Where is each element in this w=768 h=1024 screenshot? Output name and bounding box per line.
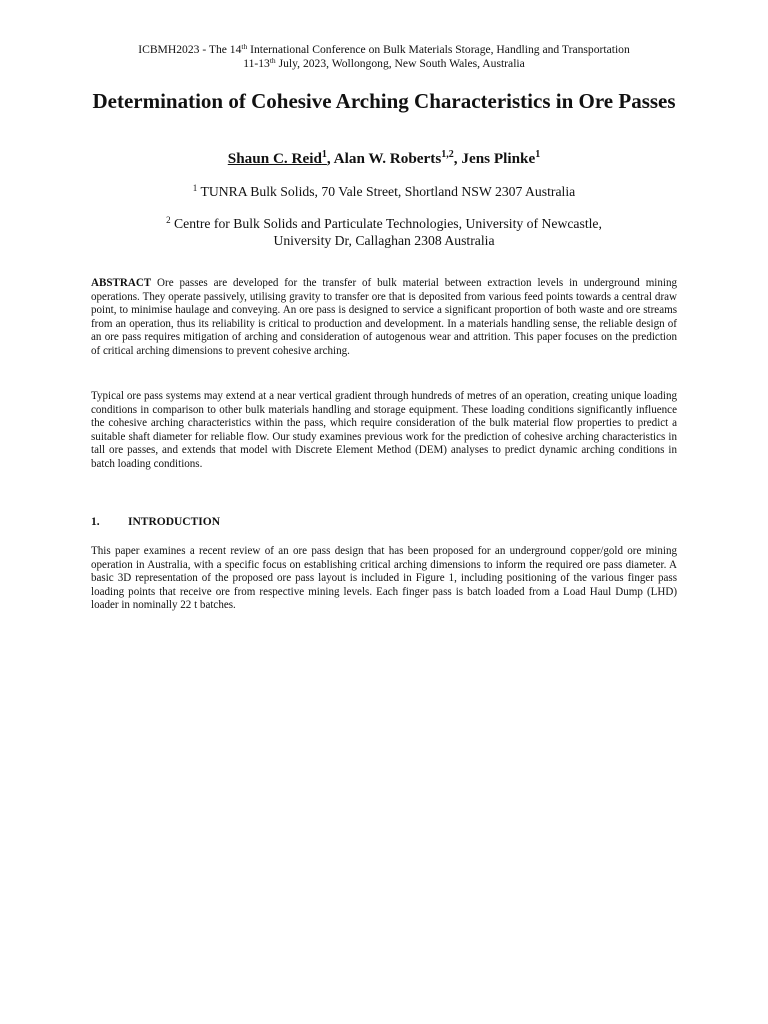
author-2-affil: 1,2 [441, 149, 454, 160]
introduction-paragraph: This paper examines a recent review of an ore pass design that has been proposed for an underground copper/gold ore mining operation in Australia, with a specific focus on establishing critical arching dimensions to inform the required ore pass diameter. A basic 3D representation of the proposed ore pass layout is included in Figure 1, including positioning of the various finger pass loading points that receive ore from respective mining levels. Each finger pass is batch loaded from a Load Haul Dump (LHD) loader in nominally 22 t batches. [91, 545, 677, 611]
header-line-2-pre: 11-13 [243, 57, 270, 70]
author-1-affil: 1 [321, 149, 327, 160]
author-2-name: , Alan W. Roberts [326, 150, 442, 167]
section-heading-introduction [91, 515, 220, 529]
affiliation-2-text-1: Centre for Bulk Solids and Particulate Technologies, University of Newcastle, [170, 216, 602, 231]
abstract-label: ABSTRACT [91, 277, 152, 289]
abstract-paragraph [91, 277, 677, 358]
header-line-1-sup: th [241, 42, 248, 51]
header-line-2 [0, 57, 768, 71]
author-3-affil: 1 [535, 149, 541, 160]
author-list [0, 150, 768, 168]
conference-header [0, 43, 768, 71]
section-number: 1. [91, 516, 100, 528]
header-line-1-post: International Conference on Bulk Materials Storage, Handling and Transportation [247, 43, 630, 56]
affiliation-2 [0, 215, 768, 249]
affiliation-1-number: 1 [192, 183, 198, 193]
author-3-name: , Jens Plinke [453, 150, 536, 167]
section-title: INTRODUCTION [128, 516, 221, 528]
abstract-paragraph-2: Typical ore pass systems may extend at a near vertical gradient through hundreds of metres of an operation, creating unique loading conditions in comparison to other bulk materials handling and storage equipment. These loading conditions significantly influence the cohesive arching characteristics within the pass, which require consideration of the bulk material flow properties to predict a suitable shaft diameter for reliable flow. Our study examines previous work for the prediction of cohesive arching characteristics in tall ore passes, and extends that model with Discrete Element Method (DEM) analyses to predict dynamic arching conditions in batch loading conditions. [91, 390, 677, 470]
header-line-1-pre: ICBMH2023 - The 14 [138, 43, 242, 56]
header-line-1 [0, 43, 768, 57]
header-line-2-sup: th [269, 56, 276, 65]
author-1 [228, 150, 327, 167]
affiliation-2-line-1 [0, 215, 768, 232]
affiliation-2-number: 2 [166, 215, 171, 225]
affiliation-1-text: TUNRA Bulk Solids, 70 Vale Street, Shortland NSW 2307 Australia [197, 184, 576, 199]
paper-title: Determination of Cohesive Arching Characteristics in Ore Passes [92, 89, 676, 113]
abstract-text: Ore passes are developed for the transfer of bulk material between extraction levels in underground mining operations. They operate passively, utilising gravity to transfer ore that is deposited from various feed points towards a central draw point, to minimise haulage and conveying. An ore pass is designed to service a significant proportion of both waste and ore streams from an operation, thus its reliability is critical to production and development. In a materials handling sense, the reliable design of an ore pass requires mitigation of arching and consideration of autogenous wear and attrition. This paper focuses on the prediction of critical arching dimensions to prevent cohesive arching. [91, 277, 677, 357]
header-line-2-post: July, 2023, Wollongong, New South Wales, Australia [275, 57, 525, 70]
affiliation-2-line-2: University Dr, Callaghan 2308 Australia [273, 233, 495, 248]
affiliation-1 [0, 183, 768, 200]
author-1-name: Shaun C. Reid [227, 150, 322, 167]
